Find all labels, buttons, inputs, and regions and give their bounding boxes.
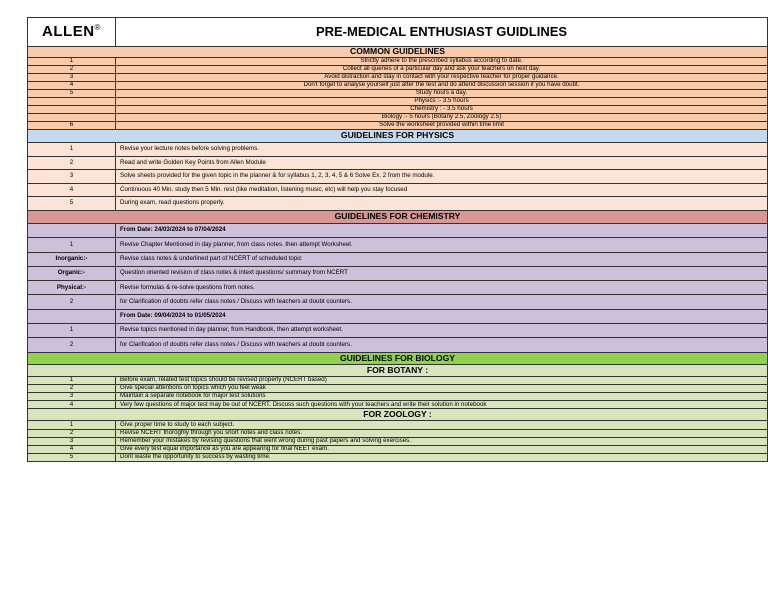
row-number: 2 [28,66,116,74]
row-text: Chemistry : - 3.5 hours [116,106,768,114]
row-number: 1 [28,143,116,157]
row-number: 1 [28,58,116,66]
common-guideline-row [28,114,768,122]
row-number [28,98,116,106]
zoology-subheading: FOR ZOOLOGY : [28,409,768,421]
zoology-guideline-row [28,445,768,453]
row-number: 1 [28,238,116,252]
physics-guideline-row [28,197,768,211]
row-text: Give special attentions on topics which you feel weak [116,384,768,392]
row-text: Question oriented revision of class notes & intext questions/ summary from NCERT [116,266,768,280]
row-text: Remember your mistakes by revising questions that went wrong during past papers and solving exercises. [116,437,768,445]
zoology-guideline-row [28,437,768,445]
row-number: 4 [28,445,116,453]
botany-guideline-row [28,393,768,401]
page-title: PRE-MEDICAL ENTHUSIAST GUIDLINES [116,18,768,47]
guidelines-table [27,17,768,462]
zoology-guideline-row [28,454,768,462]
row-number: 3 [28,437,116,445]
row-number: 3 [28,74,116,82]
row-number: 5 [28,90,116,98]
row-text: Collect all queries of a particular day and ask your teachers on next day. [116,66,768,74]
row-text: From Date: 09/04/2024 to 01/05/2024 [116,309,768,323]
row-text: During exam, read questions properly. [116,197,768,211]
chemistry-guideline-row [28,309,768,323]
common-guideline-row [28,66,768,74]
row-number: 4 [28,401,116,409]
common-guideline-row [28,98,768,106]
row-text: Solve the worksheet provided within time limit [116,122,768,130]
chemistry-guideline-row [28,338,768,352]
row-text: Continuous 40 Min. study then 5 Min. rest (like meditation, listening music, etc) will help you stay focused [116,183,768,197]
allen-logo: ALLEN® [28,18,116,47]
chemistry-guideline-row [28,281,768,295]
row-number: 3 [28,170,116,184]
common-guideline-row [28,122,768,130]
row-text: Maintain a separate notebook for major test solutions [116,393,768,401]
row-text: Dont waste the opportunity to success by wasting time. [116,454,768,462]
botany-guideline-row [28,401,768,409]
botany-guideline-row [28,384,768,392]
botany-subheading: FOR BOTANY : [28,364,768,376]
row-number: Organic:- [28,266,116,280]
guidelines-sheet [27,17,767,462]
row-number: 5 [28,454,116,462]
row-number: 6 [28,122,116,130]
common-guidelines-heading: COMMON GUIDELINES [28,47,768,58]
common-guideline-row [28,74,768,82]
row-number [28,223,116,237]
row-text: Biology :- 5 hours (Botany 2.5, Zoology 2.5) [116,114,768,122]
row-text: Revise your lecture notes before solving problems. [116,143,768,157]
row-text: for Clarification of doubts refer class notes / Discuss with teachers at doubt counters. [116,295,768,309]
common-guideline-row [28,106,768,114]
chemistry-guideline-row [28,324,768,338]
physics-guideline-row [28,156,768,170]
physics-guideline-row [28,183,768,197]
row-text: Read and write Golden Key Points from Allen Module [116,156,768,170]
row-text: Revise topics mentioned in day planner, from Handbook, then attempt worksheet. [116,324,768,338]
row-text: Study hours a day. [116,90,768,98]
row-text: Physics :- 3.5 hours [116,98,768,106]
botany-guideline-row [28,376,768,384]
row-text: Solve sheets provided for the given topic in the planner & for syllabus 1, 2, 3, 4, 5 & 6 Solve Ex. 2 from the module. [116,170,768,184]
row-number: 4 [28,82,116,90]
row-text: From Date: 24/03/2024 to 07/04/2024 [116,223,768,237]
row-text: Give proper time to study to each subject. [116,421,768,429]
row-text: Avoid distraction and stay in contact with your respective teacher for proper guidance. [116,74,768,82]
row-text: Strictly adhere to the prescribed syllabus according to date. [116,58,768,66]
row-text: Give every test equal importance as you are appearing for final NEET exam. [116,445,768,453]
row-number: 2 [28,338,116,352]
row-number: Physical:- [28,281,116,295]
row-text: Very few questions of major test may be out of NCERT. Discuss such questions with your teachers and write their solution in notebook [116,401,768,409]
common-guideline-row [28,90,768,98]
row-text: Before exam, related test topics should be revised properly (NCERT based) [116,376,768,384]
row-number: 4 [28,183,116,197]
row-number: 2 [28,384,116,392]
physics-guideline-row [28,143,768,157]
chemistry-guideline-row [28,295,768,309]
row-number: Inorganic:- [28,252,116,266]
row-text: Revise NCERT thoroghly through you short notes and class notes. [116,429,768,437]
chemistry-guidelines-heading: GUIDELINES FOR CHEMISTRY [28,210,768,223]
row-number: 1 [28,421,116,429]
biology-guidelines-heading: GUIDELINES FOR BIOLOGY [28,352,768,364]
common-guideline-row [28,58,768,66]
row-number: 1 [28,324,116,338]
row-number [28,106,116,114]
row-number: 2 [28,295,116,309]
row-number: 2 [28,156,116,170]
row-number: 5 [28,197,116,211]
row-number: 1 [28,376,116,384]
chemistry-guideline-row [28,238,768,252]
physics-guideline-row [28,170,768,184]
row-text: Revise Chapter Mentioned in day planner, from class notes. then attempt Worksheet. [116,238,768,252]
row-text: Don't forget to analyse yourself just after the test and do attend discussion session if you have doubt. [116,82,768,90]
physics-guidelines-heading: GUIDELINES FOR PHYSICS [28,130,768,143]
row-text: Revise class notes & underlined part of NCERT of scheduled topic [116,252,768,266]
common-guideline-row [28,82,768,90]
row-text: for Clarification of doubts refer class notes / Discuss with teachers at doubt counters. [116,338,768,352]
row-number: 2 [28,429,116,437]
chemistry-guideline-row [28,266,768,280]
row-number [28,114,116,122]
chemistry-guideline-row [28,252,768,266]
row-number: 3 [28,393,116,401]
row-number [28,309,116,323]
zoology-guideline-row [28,421,768,429]
chemistry-guideline-row [28,223,768,237]
zoology-guideline-row [28,429,768,437]
row-text: Revise formulas & re-solve questions from notes. [116,281,768,295]
